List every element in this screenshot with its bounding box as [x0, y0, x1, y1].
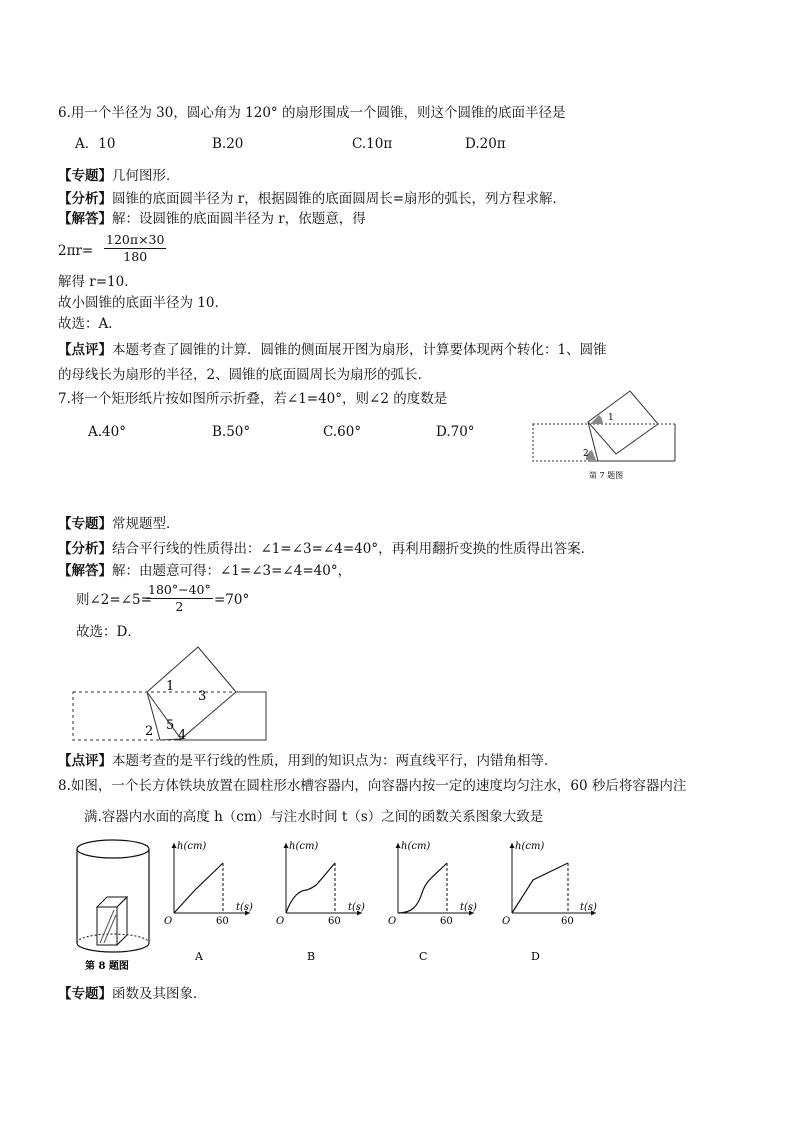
q8-graph-d-label: D: [531, 950, 540, 963]
q6-option-a: A．10: [75, 136, 116, 152]
q7-equation-right: =70°: [214, 592, 250, 608]
q6-solution-text: 解：设圆锥的底面圆半径为 r，依题意，得: [112, 211, 366, 227]
q7-analysis-text: 结合平行线的性质得出：∠1=∠3=∠4=40°，再利用翻折变换的性质得出答案．: [112, 541, 595, 557]
q8-graph-d-y-arrow: [510, 843, 515, 848]
q7-equation-numerator: 180°−40°: [148, 582, 211, 597]
q7-solution-figure-label-4: 4: [178, 728, 187, 743]
q7-question: 7.将一个矩形纸片按如图所示折叠，若∠1=40°，则∠2 的度数是: [58, 391, 448, 407]
q6-equation-numerator: 120π×30: [106, 232, 165, 247]
q7-choice-line: 故选：D．: [76, 624, 141, 640]
q8-graph-d-origin: O: [502, 916, 511, 927]
q7-comment-label: 【点评】: [58, 753, 112, 769]
q8-graph-c-xlabel: t(s): [460, 902, 477, 913]
q8-graph-d-curve: [512, 863, 568, 913]
q6-comment-label: 【点评】: [58, 342, 112, 358]
q7-option-b: B.50°: [212, 424, 251, 440]
q8-graph-c-label: C: [419, 950, 428, 963]
q7-solution-label: 【解答】: [58, 563, 112, 579]
q7-solution-figure-label-2: 2: [145, 724, 154, 739]
q8-graph-b-ylabel: h(cm): [289, 841, 319, 852]
q7-topic-label: 【专题】: [58, 516, 112, 532]
q8-graph-b-xlabel: t(s): [348, 902, 365, 913]
q6-analysis-text: 圆锥的底面圆半径为 r，根据圆锥的底面圆周长=扇形的弧长，列方程求解．: [112, 191, 567, 207]
q6-solution-label: 【解答】: [58, 211, 112, 227]
q8-block-shade-1: [100, 910, 114, 943]
q8-graph-a-label: A: [195, 950, 203, 963]
q6-conclusion-line: 故小圆锥的底面半径为 10．: [58, 295, 228, 311]
q6-comment-text-1: 本题考查了圆锥的计算．圆锥的侧面展开图为扇形，计算要体现两个转化：1、圆锥: [112, 342, 607, 358]
q6-comment-2: 的母线长为扇形的半径，2、圆锥的底面圆周长为扇形的弧长．: [58, 367, 432, 383]
q7-solution-text: 解：由题意可得：∠1=∠3=∠4=40°，: [112, 563, 352, 579]
q6-choice-line: 故选：A．: [58, 316, 122, 332]
q7-figure: [528, 386, 683, 486]
q6-option-b: B.20: [212, 136, 244, 152]
q8-iron-block: [97, 897, 127, 945]
q8-topic: [58, 985, 207, 1003]
q7-topic-text: 常规题型．: [112, 516, 180, 532]
q8-graph-d-xlabel: t(s): [580, 902, 597, 913]
q7-figure-dashed-rect: [533, 424, 675, 461]
q7-figure-label-1: 1: [608, 413, 614, 423]
q6-solution: [58, 210, 366, 228]
q7-option-d: D.70°: [436, 424, 475, 440]
q8-graph-b-curve: [286, 863, 335, 913]
q7-equation-fraction: [146, 582, 213, 615]
q6-option-c: C.10π: [352, 136, 393, 152]
q8-graph-a-xlabel: t(s): [236, 902, 253, 913]
q7-equation-denominator: 2: [175, 599, 184, 614]
q7-solution-figure-label-1: 1: [166, 679, 175, 694]
q8-graph-b-origin: O: [276, 916, 285, 927]
q8-graph-a-curve: [174, 863, 223, 913]
q8-graph-d-tick: 60: [561, 916, 574, 927]
q6-option-d: D.20π: [465, 136, 506, 152]
q6-topic: [58, 167, 180, 185]
q6-topic-text: 几何图形．: [112, 168, 180, 184]
q8-cylinder-bottom-front: [77, 943, 149, 952]
q8-block-side: [117, 897, 127, 945]
q6-equation-denominator: 180: [123, 249, 148, 264]
q8-graph-b-y-arrow: [284, 843, 289, 848]
q8-topic-label: 【专题】: [58, 986, 112, 1002]
q8-cylinder-figure: [70, 835, 160, 975]
q8-graph-b-label: B: [307, 950, 316, 963]
q7-solution-figure-label-5: 5: [166, 718, 175, 733]
q7-analysis-label: 【分析】: [58, 541, 112, 557]
q6-question: 6.用一个半径为 30，圆心角为 120° 的扇形围成一个圆锥，则这个圆锥的底面半径是: [58, 105, 566, 121]
q8-graph-a-origin: O: [164, 916, 173, 927]
q7-equation-left: 则∠2=∠5=: [76, 592, 152, 608]
q7-comment: [58, 752, 558, 770]
q6-comment-1: [58, 341, 607, 359]
q8-graph-d: [496, 838, 600, 970]
q7-figure-label-2: 2: [583, 449, 589, 459]
q6-equation-left: 2πr=: [58, 243, 94, 259]
q6-solve-line: 解得 r=10．: [58, 274, 138, 290]
q7-topic: [58, 515, 180, 533]
q8-figure-caption: 第 8 题图: [85, 961, 129, 972]
q8-graph-a-y-arrow: [172, 843, 177, 848]
q8-graph-c-tick: 60: [440, 916, 453, 927]
q7-solution-figure: [66, 640, 276, 745]
q6-topic-label: 【专题】: [58, 168, 112, 184]
q8-graph-a-tick: 60: [216, 916, 229, 927]
q7-analysis: [58, 540, 594, 558]
q6-analysis: [58, 190, 566, 208]
q7-solution-figure-label-3: 3: [198, 689, 207, 704]
q8-graph-c-ylabel: h(cm): [401, 841, 431, 852]
q8-graph-a: [158, 838, 254, 970]
q7-option-a: A.40°: [88, 424, 126, 440]
q8-graph-c-curve: [398, 863, 447, 913]
q7-comment-text: 本题考查的是平行线的性质，用到的知识点为：两直线平行，内错角相等．: [112, 753, 558, 769]
q7-solution-figure-folded-rect: [147, 647, 236, 739]
q8-graph-d-ylabel: h(cm): [515, 841, 545, 852]
q8-graph-b: [270, 838, 366, 970]
q8-cylinder-bottom-back: [77, 934, 149, 943]
q8-cylinder-top: [77, 840, 149, 858]
q8-graph-c-origin: O: [388, 916, 397, 927]
q7-solution: [58, 562, 351, 580]
q8-graph-c: [382, 838, 478, 970]
q8-question-1: 8.如图，一个长方体铁块放置在圆柱形水槽容器内，向容器内按一定的速度均匀注水，60 秒后将容器内注: [58, 778, 687, 794]
q8-graph-a-ylabel: h(cm): [177, 841, 207, 852]
q8-question-2: 满.容器内水面的高度 h（cm）与注水时间 t（s）之间的函数关系图象大致是: [84, 809, 544, 825]
q6-equation-fraction: [104, 232, 166, 265]
q8-graph-c-y-arrow: [396, 843, 401, 848]
q8-graph-b-tick: 60: [328, 916, 341, 927]
q7-option-c: C.60°: [323, 424, 362, 440]
q6-analysis-label: 【分析】: [58, 191, 112, 207]
q7-figure-caption: 第 7 题图: [589, 471, 624, 480]
q8-topic-text: 函数及其图象．: [112, 986, 207, 1002]
